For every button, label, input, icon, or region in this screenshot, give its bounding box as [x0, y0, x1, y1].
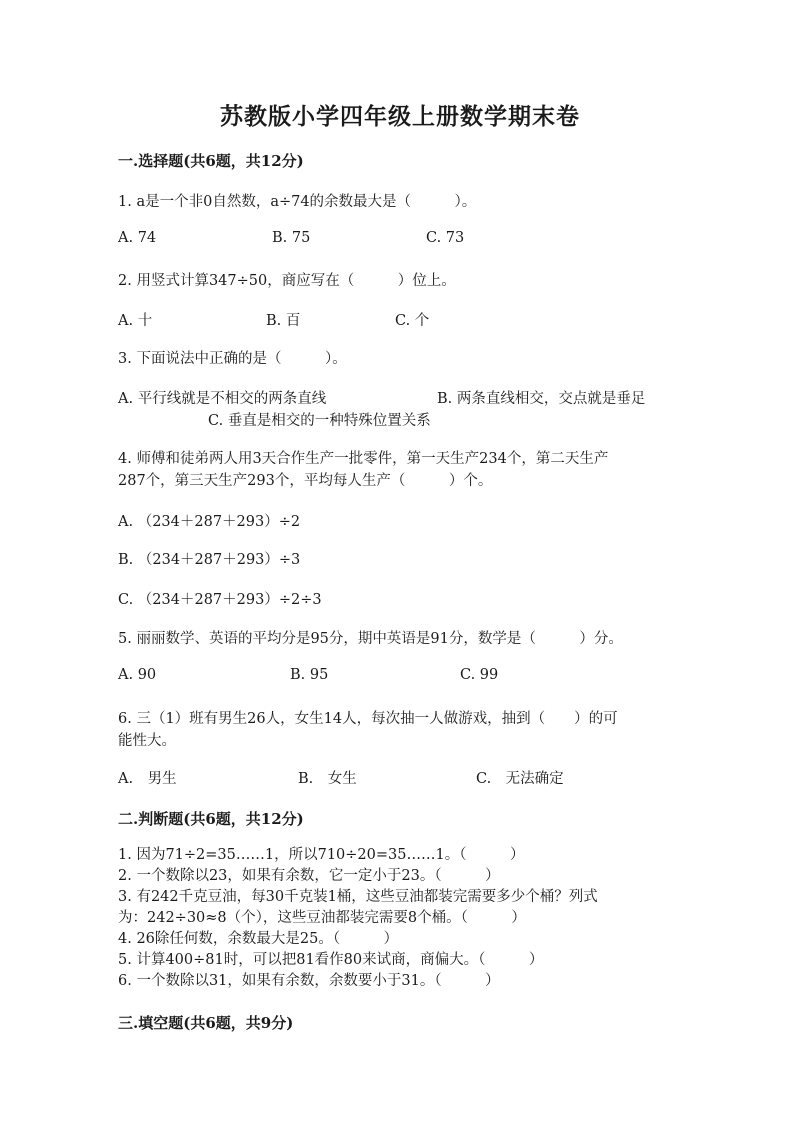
option-2c: C. 个 [395, 313, 430, 329]
option-1c: C. 73 [426, 230, 465, 246]
tf-item-1: 1. 因为71÷2=35……1，所以710÷20=35……1。（ ） [118, 847, 525, 863]
question-6-line2: 能性大。 [118, 733, 176, 749]
question-5: 5. 丽丽数学、英语的平均分是95分，期中英语是91分，数学是（ ）分。 [118, 631, 623, 647]
option-5c: C. 99 [460, 667, 499, 683]
option-3b: B. 两条直线相交，交点就是垂足 [437, 391, 646, 407]
option-3c: C. 垂直是相交的一种特殊位置关系 [208, 413, 431, 429]
section-heading-fill-blank: 三.填空题(共6题，共9分) [118, 1014, 294, 1032]
option-4b: B. （234＋287＋293）÷3 [118, 552, 301, 568]
tf-item-2: 2. 一个数除以23，如果有余数，它一定小于23。（ ） [118, 868, 500, 884]
tf-item-5: 5. 计算400÷81时，可以把81看作80来试商，商偏大。（ ） [118, 952, 544, 968]
tf-item-6: 6. 一个数除以31，如果有余数，余数要小于31。（ ） [118, 973, 500, 989]
question-1: 1. a是一个非0自然数，a÷74的余数最大是（ ）。 [118, 194, 477, 210]
question-4-line2: 287个，第三天生产293个，平均每人生产（ ）个。 [118, 473, 493, 489]
question-4-line1: 4. 师傅和徒弟两人用3天合作生产一批零件，第一天生产234个，第二天生产 [118, 451, 609, 467]
tf-item-4: 4. 26除任何数，余数最大是25。（ ） [118, 931, 399, 947]
option-2a: A. 十 [118, 313, 153, 329]
option-1b: B. 75 [272, 230, 311, 246]
option-2b: B. 百 [266, 313, 301, 329]
option-6c: C. 无法确定 [476, 771, 564, 787]
section-heading-true-false: 二.判断题(共6题，共12分) [118, 810, 304, 828]
question-3: 3. 下面说法中正确的是（ ）。 [118, 351, 347, 367]
option-5a: A. 90 [118, 667, 157, 683]
question-6-line1: 6. 三（1）班有男生26人，女生14人，每次抽一人做游戏，抽到（ ）的可 [118, 711, 618, 727]
option-6b: B. 女生 [298, 771, 357, 787]
option-1a: A. 74 [118, 230, 157, 246]
option-4c: C. （234＋287＋293）÷2÷3 [118, 592, 322, 608]
section-heading-choice: 一.选择题(共6题，共12分) [118, 152, 304, 170]
tf-item-3-line2: 为：242÷30≈8（个），这些豆油都装完需要8个桶。（ ） [118, 910, 526, 926]
option-6a: A. 男生 [118, 771, 177, 787]
option-3a: A. 平行线就是不相交的两条直线 [118, 391, 327, 407]
option-5b: B. 95 [290, 667, 329, 683]
option-4a: A. （234＋287＋293）÷2 [118, 514, 301, 530]
page-title: 苏教版小学四年级上册数学期末卷 [220, 103, 580, 130]
tf-item-3-line1: 3. 有242千克豆油，每30千克装1桶，这些豆油都装完需要多少个桶？列式 [118, 889, 598, 905]
question-2: 2. 用竖式计算347÷50，商应写在（ ）位上。 [118, 273, 456, 289]
